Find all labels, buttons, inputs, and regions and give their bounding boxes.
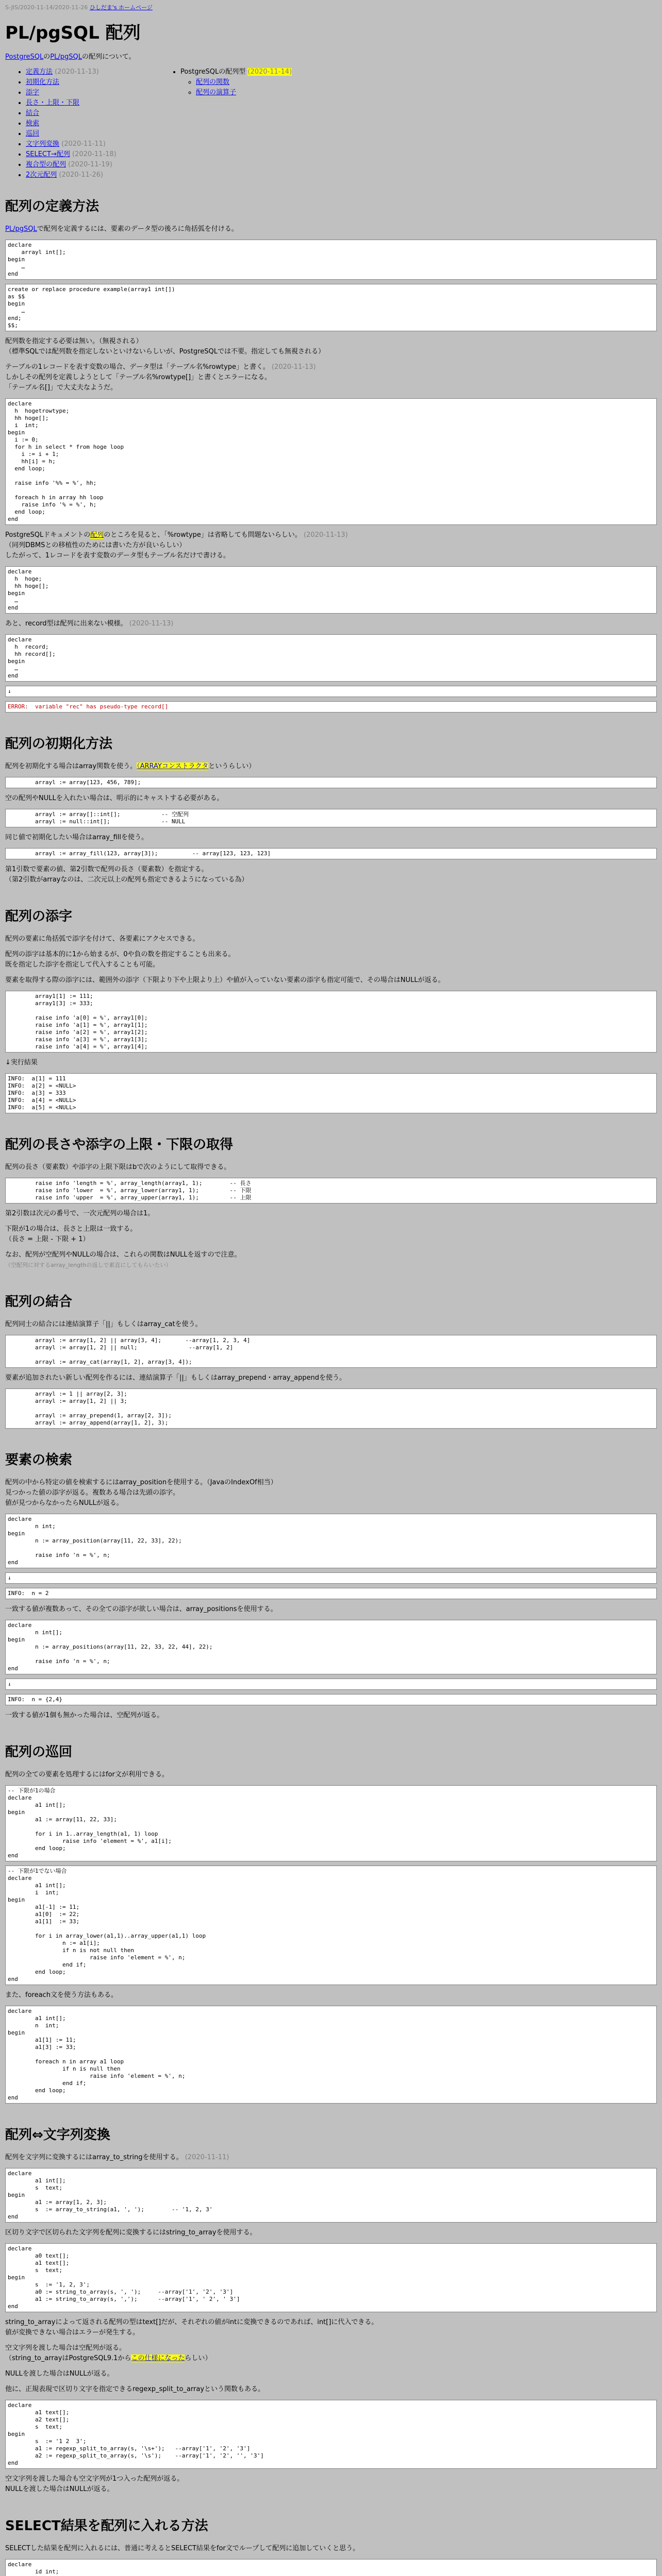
paragraph: また、foreach文を使う方法もある。 bbox=[5, 1991, 118, 1999]
paragraph: 要素を取得する際の添字には、範囲外の添字（下限より下や上限より上）や値が入っていない要素の添字も指定可能で、その場合はNULLが返る。 bbox=[5, 976, 445, 984]
code-block: raise info 'length = %', array_length(array1, 1); -- 長さ raise info 'lower = %', array_lower(array1, 1); -- 下限 raise info 'upper = %', array_upper(array1, 1); -- 上限 bbox=[5, 1178, 657, 1204]
paragraph: 第2引数は次元の番号で、一次元配列の場合は1。 bbox=[5, 1210, 155, 1217]
paragraph: 配列の全ての要素を処理するにはfor文が利用できる。 bbox=[5, 1771, 169, 1778]
toc-list-related bbox=[160, 67, 292, 98]
toc-link[interactable]: 検索 bbox=[26, 120, 40, 127]
toc-item bbox=[26, 160, 117, 170]
paragraph: string_to_arrayによって返される配列の型はtext[]だが、それぞれの値がintに変換できるのであれば、int[]に代入できる。 値が変換できない場合はエラーが発生する。 bbox=[5, 2318, 378, 2336]
paragraph: 第1引数で要素の値、第2引数で配列の長さ（要素数）を指定する。 （第2引数がarrayなのは、二次元以上の配列も指定できるようになっている為） bbox=[5, 866, 249, 884]
paragraph: PostgreSQLドキュメントの配列のところを見ると、「%rowtype」は省略しても問題ないらしい。 (2020-11-13) （同列DBMSとの移植性のためには書いた方が良いらしい） したがって、1レコードを表す変数のデータ型もテーブル名だけで書ける。 bbox=[5, 531, 348, 560]
paragraph: テーブルの1レコードを表す変数の場合、データ型は「テーブル名%rowtype」と書く。 (2020-11-13) しかしその配列を定義しようとして「テーブル名%rowtype[]」と書くとエラーになる。 「テーブル名[]」で大丈夫なようだ。 bbox=[5, 363, 316, 392]
code-block: declare id int; bbox=[5, 2559, 657, 2576]
toc-item bbox=[196, 88, 292, 98]
home-link[interactable]: ひしだま's ホームページ bbox=[89, 4, 153, 11]
paragraph: 配列数を指定する必要は無い。（無視される） （標準SQLでは配列数を指定しないといけないらしいが、PostgreSQLでは不要。指定しても無視される） bbox=[5, 337, 325, 355]
paragraph: 一致する値が複数あって、その全ての添字が欲しい場合は、array_positionsを使用する。 bbox=[5, 1605, 277, 1613]
toc-date: (2020-11-19) bbox=[68, 161, 112, 168]
paragraph: 配列の長さ（要素数）や添字の上限下限はbで次のようにして取得できる。 bbox=[5, 1163, 231, 1171]
toc-link[interactable]: SELECT→配列 bbox=[26, 150, 70, 158]
toc-link[interactable]: 文字列変換 bbox=[26, 140, 60, 148]
toc-item bbox=[26, 149, 117, 160]
code-block: declare arrayl int[]; begin … end bbox=[5, 240, 657, 280]
code-block: declare a1 int[]; n int; begin a1[1] := 11; a1[3] := 33; foreach n in array a1 loop if n is null then raise info 'element = %', n; end if; end loop; end bbox=[5, 2006, 657, 2104]
toc-date: (2020-11-18) bbox=[72, 150, 117, 158]
toc-link[interactable]: 巡回 bbox=[26, 130, 40, 138]
toc-date: (2020-11-11) bbox=[61, 140, 106, 148]
toc-item bbox=[26, 98, 117, 108]
paragraph: 同じ値で初期化したい場合はarray_fillを使う。 bbox=[5, 834, 148, 841]
code-block: create or replace procedure example(array1 int[]) as $$ begin … end; $$; bbox=[5, 284, 657, 331]
paragraph: 要素が追加されたい新しい配列を作るには、連結演算子「||」もしくはarray_prepend・array_appendを使う。 bbox=[5, 1374, 346, 1382]
paragraph: NULLを渡した場合はNULLが返る。 bbox=[5, 2370, 114, 2378]
code-block: INFO: a[1] = 111 INFO: a[2] = <NULL> INFO: a[3] = 333 INFO: a[4] = <NULL> INFO: a[5] = <NULL> bbox=[5, 1073, 657, 1113]
section-title-define: 配列の定義方法 bbox=[5, 199, 100, 214]
paragraph: 一致する値が1個も無かった場合は、空配列が返る。 bbox=[5, 1711, 164, 1719]
code-output: INFO: n = {2,4} bbox=[5, 1694, 657, 1705]
section-title-concat: 配列の結合 bbox=[5, 1294, 73, 1310]
code-block: declare n int; begin n := array_position(array[11, 22, 33], 22); raise info 'n = %', n; end bbox=[5, 1514, 657, 1568]
paragraph: 配列同士の結合には連結演算子「||」もしくはarray_catを使う。 bbox=[5, 1320, 202, 1328]
code-block: arrayl := array[]::int[]; -- 空配列 arrayl := null::int[]; -- NULL bbox=[5, 809, 657, 827]
toc-item: • PostgreSQLの配列型 (2020-11-14) ◦ 配列の関数 ◦ 配列の演算子 bbox=[180, 67, 292, 98]
section-title-subscript: 配列の添字 bbox=[5, 909, 73, 924]
section-title-search: 要素の検索 bbox=[5, 1452, 73, 1468]
code-block: array1[1] := 111; array1[3] := 333; raise info 'a[0] = %', array1[0]; raise info 'a[1] = %', array1[1]; raise info 'a[2] = %', array1[2]; raise info 'a[3] = %', array1[3]; raise info 'a[4] = %', array1[4]; bbox=[5, 991, 657, 1053]
paragraph: PL/pgSQLで配列を定義するには、要素のデータ型の後ろに角括弧を付ける。 bbox=[5, 225, 238, 233]
code-block: arrayl := 1 || array[2, 3]; arrayl := array[1, 2] || 3; arrayl := array_prepend(1, array[2, 3]); arrayl := array_append(array[1, 2], 3); bbox=[5, 1388, 657, 1429]
code-block: declare a0 text[]; a1 text[]; s text; begin s := '1, 2, 3'; a0 := string_to_array(s, ', '); --array['1', '2', '3'] a1 := string_to_array(s, ','); --array['1', ' 2', ' 3'] end bbox=[5, 2243, 657, 2312]
paragraph: 下限が1の場合は、長さと上限は一致する。 （長さ = 上限 - 下限 + 1） bbox=[5, 1225, 137, 1243]
code-block: declare h hogetrowtype; hh hoge[]; i int; begin i := 0; for h in select * from hoge loop i := i + 1; hh[i] = h; end loop; raise info '%% = %', hh; foreach h in array hh loop raise info '% = %', h; end loop; end bbox=[5, 398, 657, 525]
paragraph: 空文字列を渡した場合も空文字列が1つ入った配列が返る。 NULLを渡した場合はNULLが返る。 bbox=[5, 2475, 184, 2493]
toc-item bbox=[196, 77, 292, 88]
paragraph: あと、record型は配列に出来ない模様。 (2020-11-13) bbox=[5, 620, 174, 628]
code-block: -- 下限が1でない場合 declare a1 int[]; i int; begin a1[-1] := 11; a1[0] := 22; a1[1] := 33; for i in array_lower(a1,1)..array_upper(a1,1) loop n := a1[i]; if n is not null then raise info 'element = %', n; end if; end loop; end bbox=[5, 1866, 657, 1985]
paragraph: 配列を初期化する場合はarray関数を使う。（ARRAYコンストラクタというらしい） bbox=[5, 762, 256, 770]
code-block: ↓ bbox=[5, 1572, 657, 1584]
section-title-init: 配列の初期化方法 bbox=[5, 736, 113, 752]
code-output: INFO: n = 2 bbox=[5, 1588, 657, 1599]
toc-link[interactable]: 結合 bbox=[26, 109, 40, 117]
toc-link[interactable]: 初期化方法 bbox=[26, 78, 60, 86]
breadcrumb: PostgreSQLのPL/pgSQLの配列について。 bbox=[5, 53, 136, 61]
page-dates: S-JIS/2020-11-14/2020-11-26 ひしだま's ホームページ bbox=[5, 4, 153, 11]
toc-date: (2020-11-13) bbox=[55, 68, 99, 76]
toc-list-main bbox=[5, 67, 117, 180]
code-block: ↓ bbox=[5, 1679, 657, 1690]
code-block: declare h hoge; hh hoge[]; begin … end bbox=[5, 566, 657, 614]
paragraph: 空文字列を渡した場合は空配列が返る。 （string_to_arrayはPostgreSQL9.1からこの仕様になったらしい） bbox=[5, 2344, 212, 2362]
toc-item bbox=[26, 170, 117, 180]
paragraph: 配列の中から特定の値を検索するにはarray_positionを使用する。（JavaのIndexOf相当） 見つかった値の添字が返る。複数ある場合は先頭の添字。 値が見つからなかったらNULLが返る。 bbox=[5, 1479, 277, 1507]
toc-item bbox=[26, 139, 117, 149]
code-block: -- 下限が1の場合 declare a1 int[]; begin a1 := array[11, 22, 33]; for i in 1..array_length(a1, 1) loop raise info 'element = %', a1[i]; end loop; end bbox=[5, 1785, 657, 1861]
paragraph: 配列の添字は基本的に1から始まるが、0や負の数を指定することも出来る。 既を指定した添字を指定して代入することも可能。 bbox=[5, 951, 235, 969]
toc-item bbox=[26, 77, 117, 88]
toc-date: (2020-11-26) bbox=[59, 171, 104, 179]
paragraph: 区切り文字で区切られた文字列を配列に変換するにはstring_to_arrayを使用する。 bbox=[5, 2229, 257, 2236]
toc-item bbox=[26, 67, 117, 77]
toc-link[interactable]: 長さ・上限・下限 bbox=[26, 99, 80, 107]
toc-link[interactable]: 複合型の配列 bbox=[26, 161, 67, 168]
paragraph: SELECTした結果を配列に入れるには、普通に考えるとSELECT結果をfor文でループして配列に追加していくと思う。 bbox=[5, 2545, 360, 2552]
toc-link[interactable]: 添字 bbox=[26, 89, 40, 96]
code-block: arrayl := array[1, 2] || array[3, 4]; --array[1, 2, 3, 4] arrayl := array[1, 2] || null; --array[1, 2] arrayl := array_cat(array[1, 2], array[3, 4]); bbox=[5, 1335, 657, 1368]
section-title-length: 配列の長さや添字の上限・下限の取得 bbox=[5, 1137, 234, 1153]
toc-item bbox=[26, 118, 117, 129]
page-title: PL/pgSQL 配列 bbox=[5, 23, 141, 43]
breadcrumb-plpgsql[interactable]: PL/pgSQL bbox=[50, 53, 82, 61]
section-title-string: 配列⇔文字列変換 bbox=[5, 2127, 110, 2143]
toc-item bbox=[26, 108, 117, 118]
table-of-contents bbox=[5, 67, 657, 179]
code-block: arrayl := array[123, 456, 789]; bbox=[5, 777, 657, 788]
error-output: ERROR: variable "rec" has pseudo-type record[] bbox=[5, 701, 657, 713]
paragraph: 配列を文字列に変換するにはarray_to_stringを使用する。 (2020-11-11) bbox=[5, 2154, 229, 2161]
toc-sublist bbox=[180, 77, 292, 98]
code-block: ↓ bbox=[5, 686, 657, 697]
code-block: declare a1 int[]; s text; begin a1 := array[1, 2, 3]; s := array_to_string(a1, ', '); -- '1, 2, 3' end bbox=[5, 2168, 657, 2223]
toc-link[interactable]: 定義方法 bbox=[26, 68, 53, 76]
code-block: declare n int[]; begin n := array_positions(array[11, 22, 33, 22, 44], 22); raise info 'n = %', n; end bbox=[5, 1620, 657, 1674]
plpgsql-link[interactable]: PL/pgSQL bbox=[5, 225, 37, 233]
section-title-loop: 配列の巡回 bbox=[5, 1744, 73, 1760]
code-block: declare a1 text[]; a2 text[]; s text; begin s := '1 2 3'; a1 := regexp_split_to_array(s, '\s+'); --array['1', '2', '3'] a2 := regexp_split_to_array(s, '\s'); --array['1', '2', '', '3'] end bbox=[5, 2400, 657, 2469]
paragraph: なお、配列が空配列やNULLの場合は、これらの関数はNULLを返すので注意。 （空配列に対するarray_lengthの返しで素直にしてもらいたい） bbox=[5, 1251, 241, 1268]
toc-link[interactable]: 2次元配列 bbox=[26, 171, 57, 179]
paragraph: 空の配列やNULLを入れたい場合は、明示的にキャストする必要がある。 bbox=[5, 794, 224, 802]
paragraph: 配列の要素に角括弧で添字を付けて、各要素にアクセスできる。 bbox=[5, 935, 200, 943]
code-block: arrayl := array_fill(123, array[3]); -- array[123, 123, 123] bbox=[5, 848, 657, 859]
toc-item bbox=[26, 88, 117, 98]
paragraph: ↓実行結果 bbox=[5, 1059, 38, 1066]
breadcrumb-postgresql[interactable]: PostgreSQL bbox=[5, 53, 44, 61]
toc-link[interactable]: 配列の関数 bbox=[196, 78, 230, 86]
code-block: declare h record; hh record[]; begin … end bbox=[5, 634, 657, 682]
toc-link[interactable]: 配列の演算子 bbox=[196, 89, 237, 96]
section-title-select: SELECT結果を配列に入れる方法 bbox=[5, 2518, 208, 2534]
toc-item bbox=[26, 129, 117, 139]
paragraph: 他に、正規表現で区切り文字を指定できるregexp_split_to_arrayという関数もある。 bbox=[5, 2385, 265, 2393]
